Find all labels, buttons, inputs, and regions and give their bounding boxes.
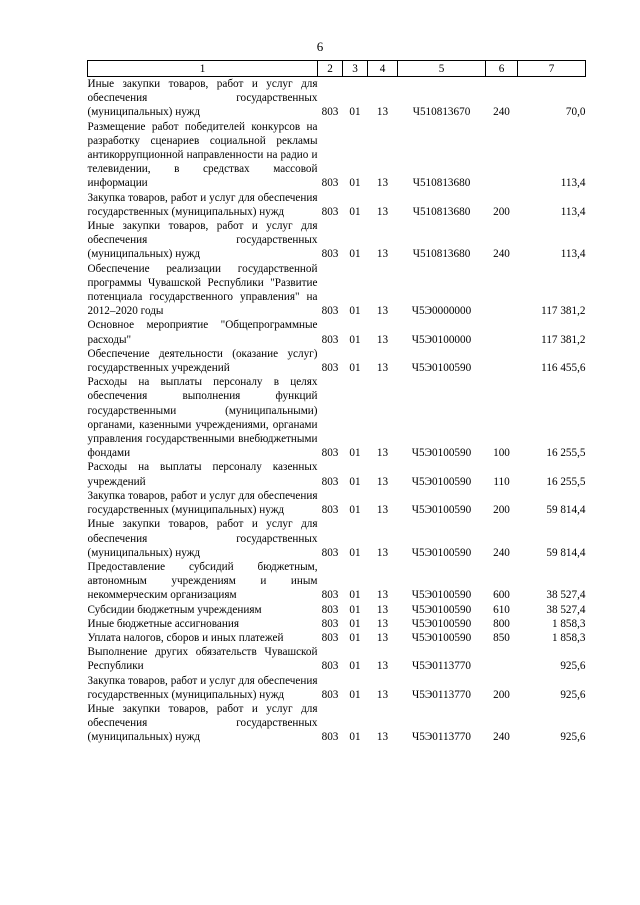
amount-cell: 113,4 [560,248,586,261]
amount-cell: 70,0 [565,106,586,119]
column-header: 4 [368,61,398,77]
column-header: 6 [486,61,518,77]
table-row [88,219,586,262]
expense-type-cell: 100 [493,447,510,460]
row-name-cell: Предоставление субсидий бюджетным, автономным учреждениям и иным некоммерческим организациям [87,560,318,602]
amount-cell: 38 527,4 [546,589,586,602]
section-code-cell: 01 [349,589,361,602]
ministry-code-cell: 803 [321,660,339,673]
section-code-cell: 01 [349,617,361,630]
table-row [88,191,586,219]
section-code-cell: 01 [349,305,361,318]
ministry-code-cell: 803 [321,731,339,744]
budget-table [87,60,586,745]
target-article-cell: Ч5Э0100590 [411,617,472,630]
expense-type-cell: 240 [493,106,510,119]
subsection-code-cell: 13 [376,617,389,630]
subsection-code-cell: 13 [376,106,389,119]
subsection-code-cell: 13 [376,546,389,559]
expense-type-cell [486,347,518,375]
subsection-code-cell: 13 [376,631,389,644]
subsection-code-cell: 13 [376,589,389,602]
table-row [88,517,586,560]
table-row [88,375,586,460]
amount-cell: 113,4 [560,205,586,218]
ministry-code-cell: 803 [321,504,339,517]
row-name-cell: Расходы на выплаты персоналу казенных учреждений [87,461,318,488]
amount-cell: 925,6 [560,731,586,744]
ministry-code-cell: 803 [321,447,339,460]
row-name-cell: Закупка товаров, работ и услуг для обеспечения государственных (муниципальных) нужд [87,674,318,701]
amount-cell: 1 858,3 [551,617,586,630]
table-row [88,77,586,120]
target-article-cell: Ч5Э0113770 [412,660,471,673]
target-article-cell: Ч5Э0100590 [411,475,472,488]
subsection-code-cell: 13 [376,248,389,261]
row-name-cell: Выполнение других обязательств Чувашской Республики [87,646,318,673]
section-code-cell: 01 [349,731,361,744]
expense-type-cell [486,262,518,319]
table-row [88,674,586,702]
amount-cell: 116 455,6 [541,362,586,375]
target-article-cell: Ч510813680 [412,205,471,218]
expense-type-cell: 610 [493,603,510,616]
subsection-code-cell: 13 [376,177,389,190]
expense-type-cell: 200 [493,205,510,218]
expense-type-cell: 240 [493,731,510,744]
column-header: 2 [318,61,343,77]
subsection-code-cell: 13 [376,205,389,218]
row-name-cell: Обеспечение деятельности (оказание услуг) государственных учреждений [87,347,318,375]
row-name-cell: Иные закупки товаров, работ и услуг для обеспечения государственных (муниципальных) нужд [87,78,318,119]
expense-type-cell: 800 [493,617,510,630]
row-name-cell: Расходы на выплаты персоналу в целях обеспечения выполнения функций государственными (муниципальными) органами, казенными учреждениями, органами управления государственными внебюджетными фондами [87,376,318,460]
target-article-cell: Ч5Э0100000 [411,333,472,346]
row-name-cell: Основное мероприятие "Общепрограммные расходы" [87,319,318,346]
section-code-cell: 01 [349,546,361,559]
section-code-cell: 01 [349,504,361,517]
expense-type-cell: 110 [493,475,510,488]
ministry-code-cell: 803 [321,333,339,346]
section-code-cell: 01 [349,688,361,701]
subsection-code-cell: 13 [376,447,389,460]
ministry-code-cell: 803 [321,177,339,190]
row-name-cell: Иные закупки товаров, работ и услуг для обеспечения государственных (муниципальных) нужд [87,220,318,261]
column-header: 5 [398,61,486,77]
amount-cell: 113,4 [560,177,586,190]
row-name-cell: Иные бюджетные ассигнования [87,617,239,630]
ministry-code-cell: 803 [321,205,339,218]
expense-type-cell: 850 [493,631,510,644]
amount-cell: 925,6 [560,660,586,673]
amount-cell: 59 814,4 [546,504,586,517]
ministry-code-cell: 803 [321,631,339,644]
row-name-cell: Субсидии бюджетным учреждениям [87,603,262,616]
subsection-code-cell: 13 [376,362,389,375]
expense-type-cell [486,318,518,346]
section-code-cell: 01 [349,248,361,261]
target-article-cell: Ч5Э0100590 [411,546,472,559]
section-code-cell: 01 [349,177,361,190]
target-article-cell: Ч510813680 [412,248,471,261]
amount-cell: 38 527,4 [546,603,586,616]
header-row [88,61,586,77]
table-row [88,347,586,375]
target-article-cell: Ч5Э0100590 [411,603,472,616]
subsection-code-cell: 13 [376,688,389,701]
table-row [88,560,586,603]
row-name-cell: Иные закупки товаров, работ и услуг для обеспечения государственных (муниципальных) нужд [87,702,318,744]
section-code-cell: 01 [349,603,361,616]
section-code-cell: 01 [349,660,361,673]
table-row [88,603,586,617]
subsection-code-cell: 13 [376,305,389,318]
table-row [88,631,586,645]
target-article-cell: Ч5Э0100590 [411,504,472,517]
table-row [88,489,586,517]
subsection-code-cell: 13 [376,475,389,488]
subsection-code-cell: 13 [376,333,389,346]
amount-cell: 117 381,2 [541,333,586,346]
row-name-cell: Иные закупки товаров, работ и услуг для обеспечения государственных (муниципальных) нужд [87,518,318,559]
expense-type-cell: 240 [493,546,510,559]
target-article-cell: Ч5Э0113770 [412,688,471,701]
amount-cell: 16 255,5 [546,447,586,460]
target-article-cell: Ч5Э0100590 [411,589,472,602]
expense-type-cell [486,645,518,673]
ministry-code-cell: 803 [321,362,339,375]
ministry-code-cell: 803 [321,589,339,602]
target-article-cell: Ч5Э0100590 [411,631,472,644]
expense-type-cell: 600 [493,589,510,602]
ministry-code-cell: 803 [321,305,339,318]
ministry-code-cell: 803 [321,546,339,559]
expense-type-cell: 200 [493,688,510,701]
ministry-code-cell: 803 [321,106,339,119]
section-code-cell: 01 [349,106,361,119]
ministry-code-cell: 803 [321,688,339,701]
column-header: 1 [88,61,318,77]
section-code-cell: 01 [349,631,361,644]
subsection-code-cell: 13 [376,660,389,673]
amount-cell: 925,6 [560,688,586,701]
amount-cell: 59 814,4 [546,546,586,559]
column-header: 7 [518,61,586,77]
section-code-cell: 01 [349,362,361,375]
table-row [88,318,586,346]
target-article-cell: Ч5Э0000000 [411,305,472,318]
section-code-cell: 01 [349,447,361,460]
row-name-cell: Обеспечение реализации государственной программы Чувашской Республики "Развитие потенциала государственного управления" на 2012–2020 годы [87,262,318,318]
target-article-cell: Ч5Э0100590 [411,362,472,375]
amount-cell: 1 858,3 [551,631,586,644]
expense-type-cell [486,120,518,191]
target-article-cell: Ч510813670 [412,106,471,119]
section-code-cell: 01 [349,475,361,488]
ministry-code-cell: 803 [321,248,339,261]
target-article-cell: Ч5Э0100590 [411,447,472,460]
page-number: 6 [316,39,324,54]
row-name-cell: Уплата налогов, сборов и иных платежей [87,631,284,644]
ministry-code-cell: 803 [321,475,339,488]
ministry-code-cell: 803 [321,617,339,630]
row-name-cell: Размещение работ победителей конкурсов на разработку сценариев социальной рекламы антикоррупционной направленности на радио и телевидении, в средствах массовой информации [87,120,318,190]
table-row [88,645,586,673]
column-header: 3 [343,61,368,77]
ministry-code-cell: 803 [321,603,339,616]
table-row [88,262,586,319]
table-row [88,460,586,488]
subsection-code-cell: 13 [376,731,389,744]
row-name-cell: Закупка товаров, работ и услуг для обеспечения государственных (муниципальных) нужд [87,191,318,218]
table-row [88,617,586,631]
section-code-cell: 01 [349,205,361,218]
subsection-code-cell: 13 [376,504,389,517]
target-article-cell: Ч5Э0113770 [412,731,471,744]
amount-cell: 16 255,5 [546,475,586,488]
row-name-cell: Закупка товаров, работ и услуг для обеспечения государственных (муниципальных) нужд [87,489,318,517]
expense-type-cell: 240 [493,248,510,261]
expense-type-cell: 200 [493,504,510,517]
subsection-code-cell: 13 [376,603,389,616]
amount-cell: 117 381,2 [541,305,586,318]
target-article-cell: Ч510813680 [412,177,471,190]
table-row [88,702,586,745]
section-code-cell: 01 [349,333,361,346]
table-row [88,120,586,191]
